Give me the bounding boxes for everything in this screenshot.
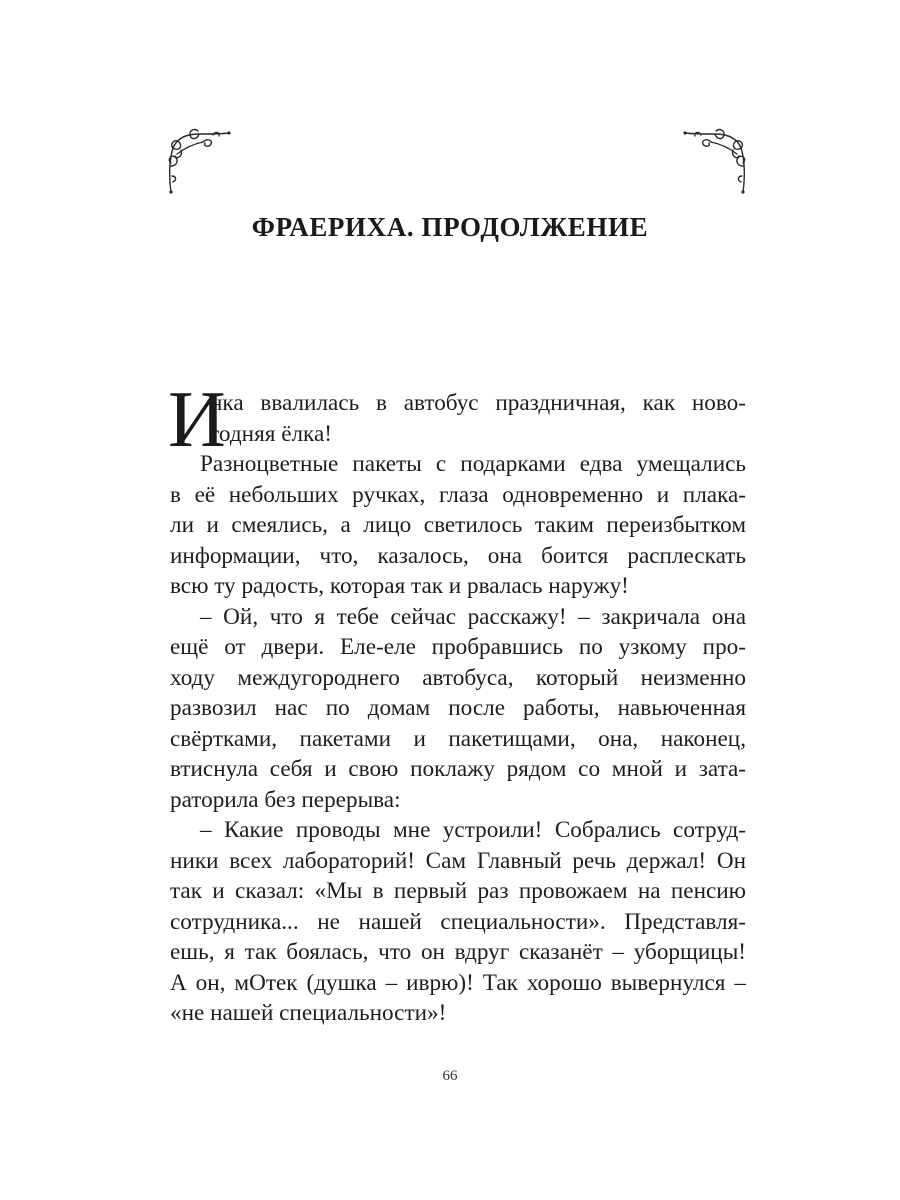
flourish-corner-icon <box>683 126 751 196</box>
text-line: годняя ёлка! <box>210 420 332 447</box>
text-line: нка ввалилась в автобус праздничная, как ново- <box>210 390 746 416</box>
text-line: «не нашей специальности»! <box>170 1000 447 1026</box>
text-line: так и сказал: «Мы в первый раз провожаем на пенсию <box>170 878 746 904</box>
text-line: ходу междугороднего автобуса, который неизменно <box>170 664 746 691</box>
text-line: – Ой, что я тебе сейчас расскажу! – закричала она <box>200 603 746 630</box>
text-line: – Какие проводы мне устроили! Собрались сотруд- <box>200 817 746 843</box>
text-line: А он, мОтек (душка – иврю)! Так хорошо вывернулся – <box>170 969 746 996</box>
text-line: информации, что, казалось, она боится расплескать <box>170 542 746 569</box>
flourish-corner-icon-right <box>683 126 751 196</box>
text-line: раторила без перерыва: <box>170 786 401 813</box>
text-line: в её небольших ручках, глаза одновременно и плака- <box>170 481 746 508</box>
text-line: Разноцветные пакеты с подарками едва умещались <box>200 451 746 477</box>
text-line: ники всех лабораторий! Сам Главный речь держал! Он <box>170 847 746 874</box>
drop-cap: И <box>168 376 226 464</box>
body-text <box>168 376 746 1029</box>
text-line: развозил нас по домам после работы, навьюченная <box>170 695 746 721</box>
paragraphs <box>170 449 746 1029</box>
text-line: свёртками, пакетами и пакетищами, она, наконец, <box>170 725 746 752</box>
text-line: сотрудника... не нашей специальности». Представля- <box>170 908 746 935</box>
flourish-corner-icon-left <box>163 126 231 196</box>
text-line: всю ту радость, которая так и рвалась наружу! <box>170 573 629 599</box>
page-number: 66 <box>442 1068 458 1084</box>
flourish-corner-icon <box>163 126 231 196</box>
chapter-title: ФРАЕРИХА. ПРОДОЛЖЕНИЕ <box>251 212 649 242</box>
text-line: втиснула себя и свою поклажу рядом со мной и зата- <box>170 756 746 782</box>
text-line: ешь, я так боялась, что он вдруг сказанёт – уборщицы! <box>170 939 746 965</box>
text-line: ещё от двери. Еле-еле пробравшись по узкому про- <box>170 634 746 660</box>
text-line: ли и смеялись, а лицо светилось таким переизбытком <box>170 512 746 538</box>
